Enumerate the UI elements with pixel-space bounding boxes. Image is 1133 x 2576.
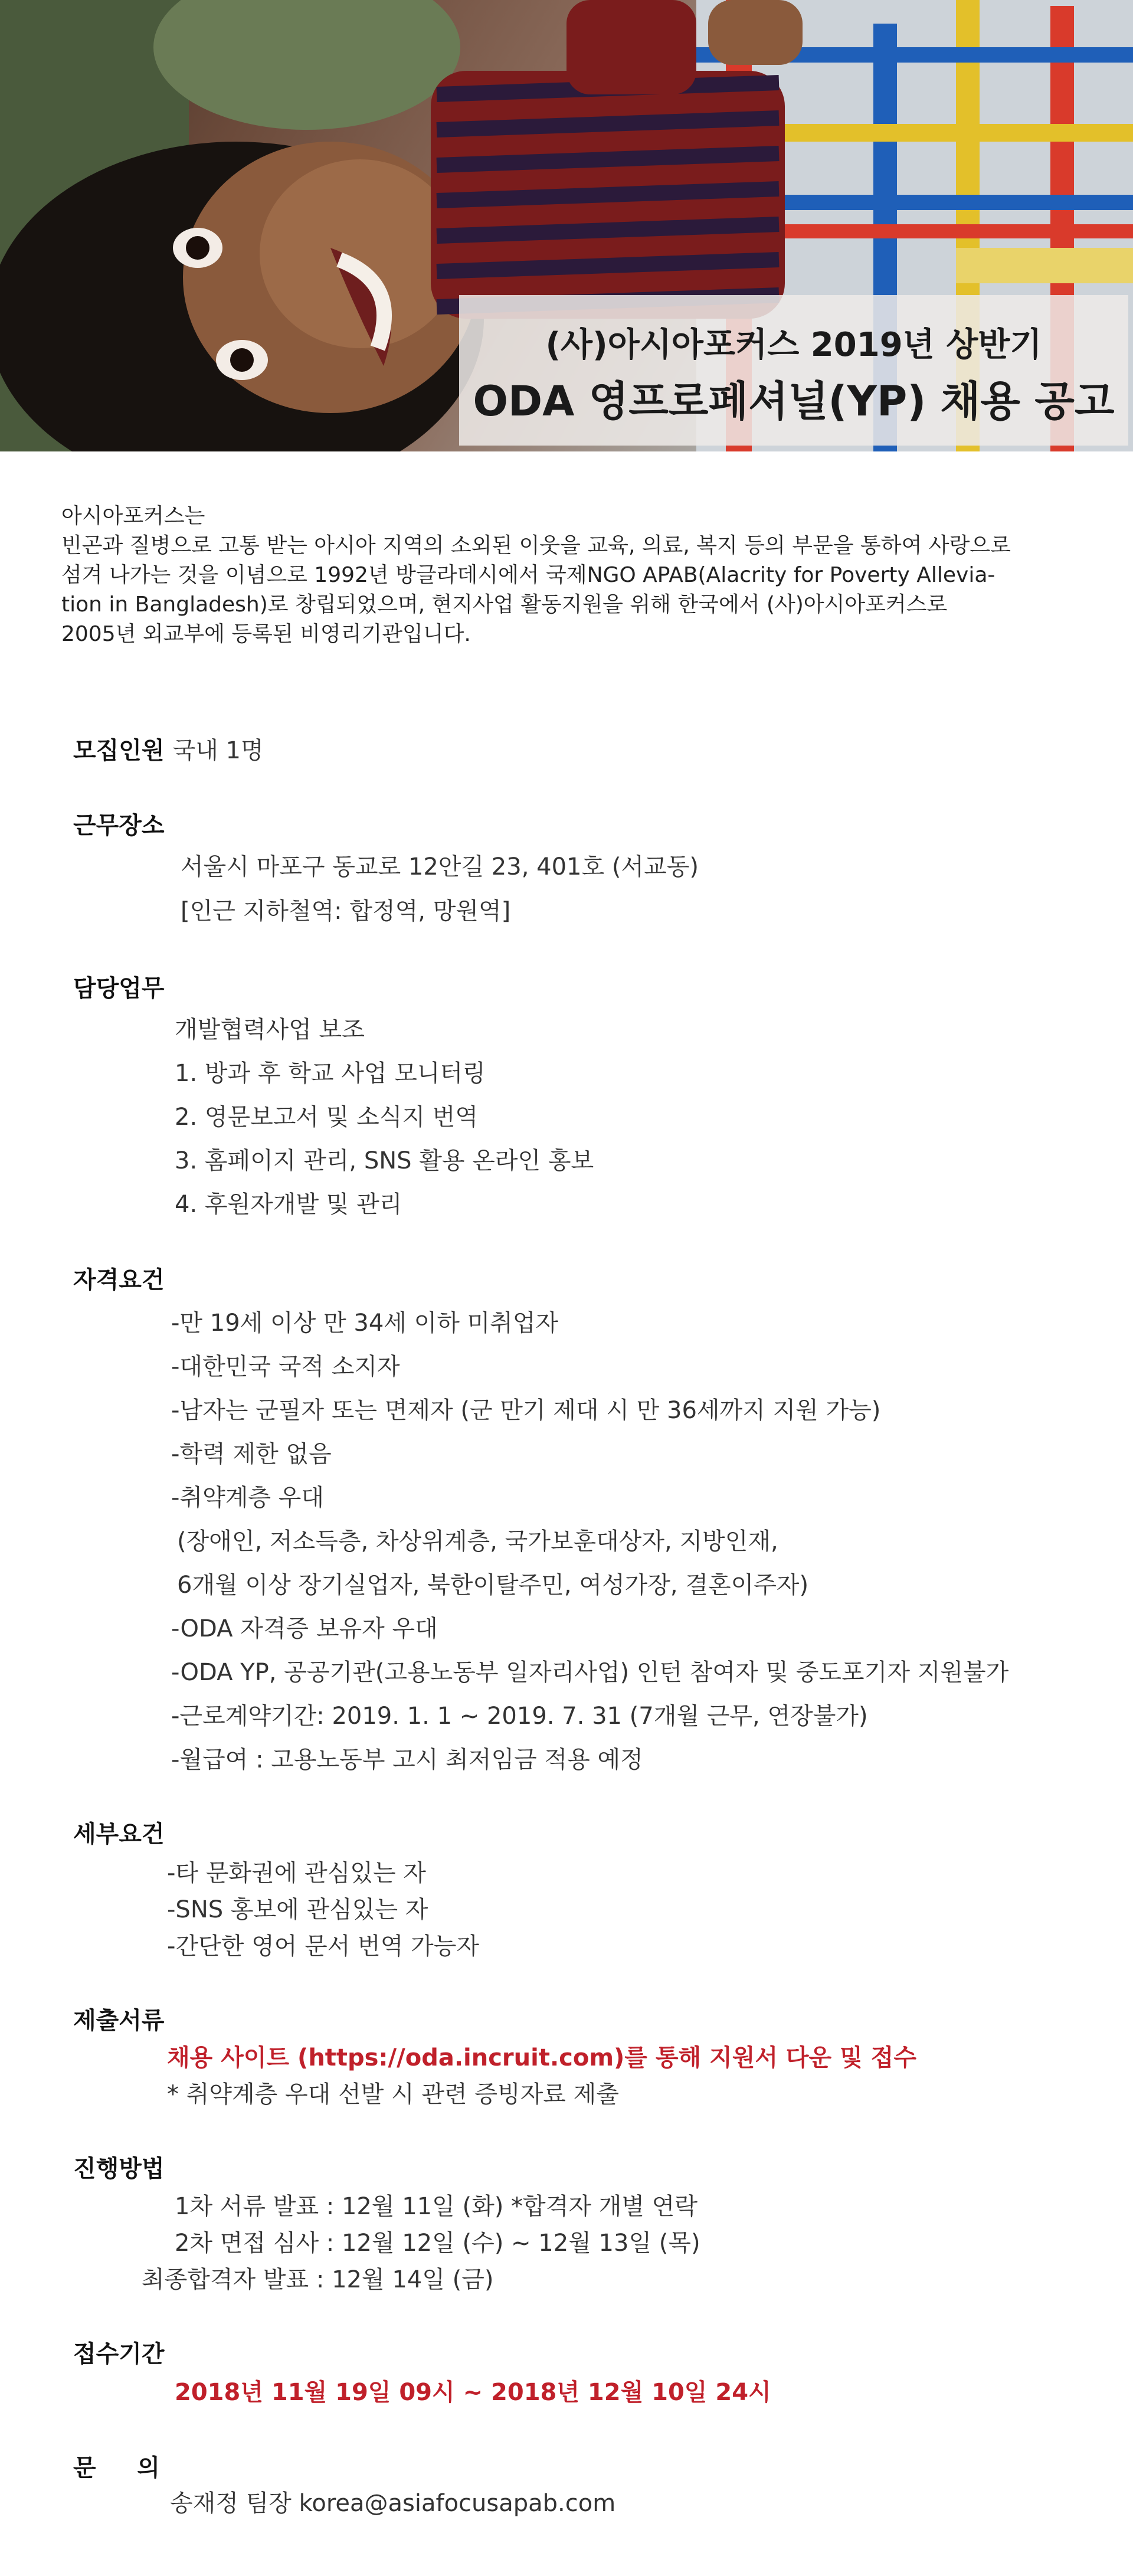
detail-line: -타 문화권에 관심있는 자 (167, 1860, 426, 1887)
detail-line: -간단한 영어 문서 번역 가능자 (167, 1933, 479, 1960)
documents-highlight: 채용 사이트 (https://oda.incruit.com)를 통해 지원서 다운 및 접수 (167, 2044, 916, 2071)
section-title-contact: 문 의 (73, 2454, 160, 2482)
process-line: 최종합격자 발표 : 12월 14일 (금) (142, 2266, 494, 2293)
duty-line: 2. 영문보고서 및 소식지 번역 (175, 1104, 479, 1131)
process-line: 2차 면접 심사 : 12월 12일 (수) ~ 12월 13일 (목) (175, 2230, 700, 2257)
intro-line: 2005년 외교부에 등록된 비영리기관입니다. (61, 622, 471, 646)
qualification-line: (장애인, 저소득층, 차상위계층, 국가보훈대상자, 지방인재, (177, 1528, 778, 1555)
qualification-line: -대한민국 국적 소지자 (171, 1353, 400, 1380)
process-line: 1차 서류 발표 : 12월 11일 (화) *합격자 개별 연락 (175, 2193, 698, 2220)
workplace-line: [인근 지하철역: 합정역, 망원역] (181, 898, 511, 925)
section-title-documents: 제출서류 (73, 2007, 165, 2034)
period-value: 2018년 11월 19일 09시 ~ 2018년 12월 10일 24시 (175, 2379, 771, 2406)
duty-line: 3. 홈페이지 관리, SNS 활용 온라인 홍보 (175, 1147, 594, 1174)
qualification-line: -취약계층 우대 (171, 1484, 324, 1511)
workplace-line: 서울시 마포구 동교로 12안길 23, 401호 (서교동) (181, 853, 699, 881)
duty-line: 4. 후원자개발 및 관리 (175, 1191, 402, 1218)
qualification-line: -학력 제한 없음 (171, 1441, 332, 1468)
qualification-line: -남자는 군필자 또는 면제자 (군 만기 제대 시 만 36세까지 지원 가능) (171, 1397, 881, 1424)
section-title-workplace: 근무장소 (73, 812, 165, 839)
qualification-line: -월급여 : 고용노동부 고시 최저임금 적용 예정 (171, 1746, 643, 1773)
section-title: 모집인원 (73, 737, 165, 764)
section-title-details: 세부요건 (73, 1821, 165, 1848)
qualification-line: -근로계약기간: 2019. 1. 1 ~ 2019. 7. 31 (7개월 근무, 연장불가) (171, 1703, 868, 1730)
title-line-1: (사)아시아포커스 2019년 상반기 (545, 326, 1042, 364)
intro-line: 아시아포커스는 (61, 504, 205, 528)
qualification-line: -만 19세 이상 만 34세 이하 미취업자 (171, 1310, 559, 1337)
documents-note: * 취약계층 우대 선발 시 관련 증빙자료 제출 (167, 2081, 619, 2108)
qualification-line: 6개월 이상 장기실업자, 북한이탈주민, 여성가장, 결혼이주자) (177, 1572, 809, 1599)
intro-line: 빈곤과 질병으로 고통 받는 아시아 지역의 소외된 이웃을 교육, 의료, 복지 등의 부문을 통하여 사랑으로 (61, 533, 1011, 558)
detail-line: -SNS 홍보에 관심있는 자 (167, 1896, 428, 1923)
duty-line: 개발협력사업 보조 (175, 1016, 365, 1043)
hero-banner (0, 0, 1133, 451)
section-title-duties: 담당업무 (73, 975, 165, 1002)
recruit-value: 국내 1명 (172, 737, 264, 764)
section-title-period: 접수기간 (73, 2341, 165, 2368)
section-title-process: 진행방법 (73, 2155, 165, 2182)
duty-line: 1. 방과 후 학교 사업 모니터링 (175, 1060, 486, 1087)
title-box (459, 295, 1128, 446)
title-line-2: ODA 영프로페셔널(YP) 채용 공고 (473, 377, 1115, 425)
intro-line: tion in Bangladesh)로 창립되었으며, 현지사업 활동지원을 위해 한국에서 (사)아시아포커스로 (61, 593, 948, 617)
contact-value: 송재정 팀장 korea@asiafocusapab.com (170, 2490, 616, 2517)
intro-paragraph (61, 502, 1076, 649)
section-recruit (73, 732, 264, 765)
qualification-line: -ODA YP, 공공기관(고용노동부 일자리사업) 인턴 참여자 및 중도포기자 지원불가 (171, 1659, 1009, 1686)
section-title-qualifications: 자격요건 (73, 1266, 165, 1294)
intro-line: 섬겨 나가는 것을 이념으로 1992년 방글라데시에서 국제NGO APAB(Alacrity for Poverty Allevia- (61, 563, 996, 587)
qualification-line: -ODA 자격증 보유자 우대 (171, 1615, 438, 1642)
